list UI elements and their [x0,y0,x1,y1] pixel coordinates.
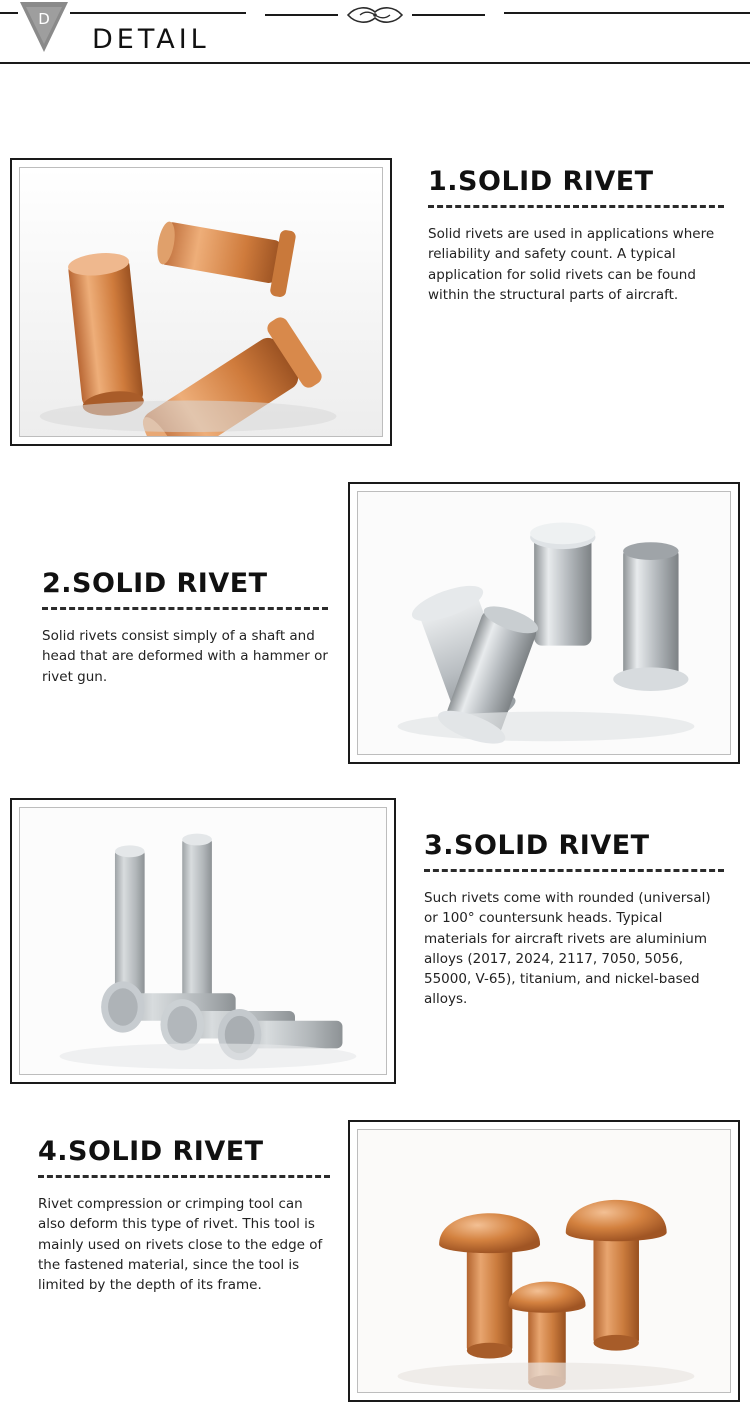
page-header [0,0,750,70]
section-text-4 [38,1136,330,1295]
section-divider-4 [38,1175,330,1178]
section-divider-3 [424,869,724,872]
section-text-1 [428,166,724,305]
rivet-photo-frame-4 [348,1120,740,1402]
section-body-1: Solid rivets are used in applications where reliability and safety count. A typical application for solid rivets can be found within the structural parts of aircraft. [428,226,715,303]
aluminium-flat-head-rivets-photo [19,807,387,1075]
section-title-1: 1.SOLID RIVET [428,166,654,197]
rivet-photo-frame-3 [10,798,396,1084]
svg-text:D: D [38,10,50,28]
rivet-photo-frame-2 [348,482,740,764]
detail-badge [18,0,70,58]
rivet-photo-frame-1 [10,158,392,446]
section-text-2 [42,568,328,687]
section-body-4: Rivet compression or crimping tool can also deform this type of rivet. This tool is mainly used on rivets close to the edge of the fastened material, since the tool is limited by the depth of its frame. [38,1196,323,1293]
section-divider-2 [42,607,328,610]
section-body-3: Such rivets come with rounded (universal) or 100° countersunk heads. Typical materials for aircraft rivets are aluminium alloys (2017, 2024, 2117, 7050, 5056, 55000, V-65), titanium, and nickel-based alloys. [424,890,711,1008]
section-title-3: 3.SOLID RIVET [424,830,650,861]
copper-round-head-rivets-photo [357,1129,731,1393]
section-title-4: 4.SOLID RIVET [38,1136,264,1167]
section-divider-1 [428,205,724,208]
steel-solid-rivets-photo [357,491,731,755]
section-body-2: Solid rivets consist simply of a shaft and head that are deformed with a hammer or rivet gun. [42,628,328,685]
page-title: DETAIL [88,24,220,55]
section-title-2: 2.SOLID RIVET [42,568,268,599]
section-text-3 [424,830,724,1010]
header-rule-bottom [0,62,750,64]
copper-solid-rivets-photo [19,167,383,437]
flourish-ornament-icon [246,2,504,32]
